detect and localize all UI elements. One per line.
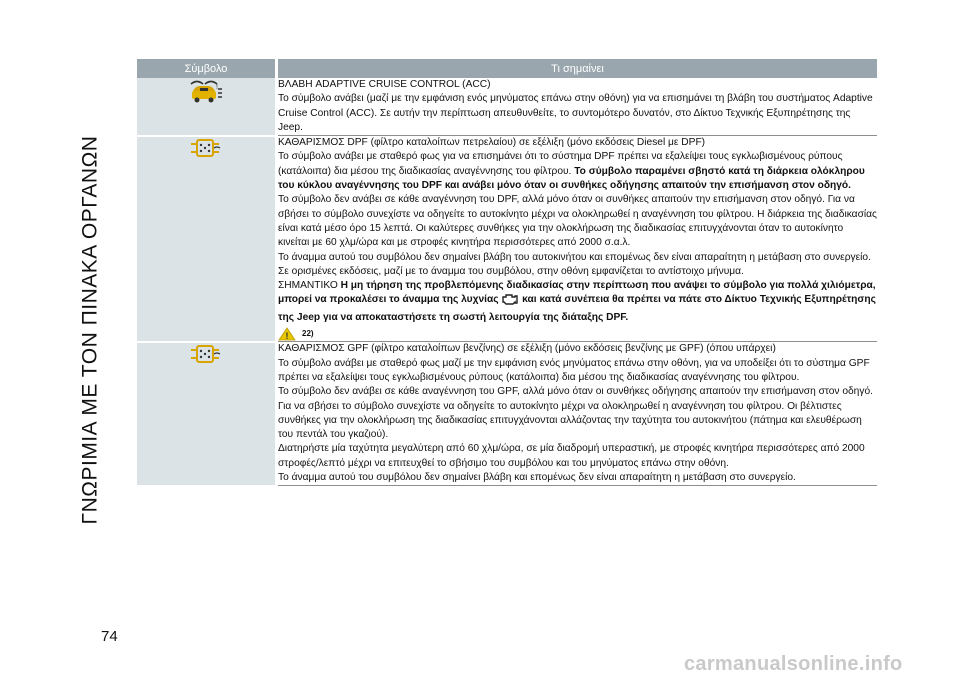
table-header-row [137,59,877,78]
section-title [60,40,120,620]
dpf-important-note [278,279,877,325]
acc-description: Το σύμβολο ανάβει (μαζί με την εμφάνιση ενός μηνύματος επάνω στην οθόνη) για να επισημάνει τη βλάβη του συστήματος Adaptive Cruise Control (ACC). Σε αυτήν την περίπτωση απευθυνθείτε, το συντομότερο δυνατόν, στο Δίκτυο Τεχνικής Εξυπηρέτησης της Jeep. [278,93,873,133]
warning-triangle-icon [278,327,296,341]
gpf-clogged-icon [190,343,222,365]
meaning-cell [277,78,878,136]
dpf-description-bold: Το σύμβολο παραμένει σβηστό κατά τη διάρκεια ολόκληρου του κύκλου αναγέννησης του DPF και ανάβει μόνο όταν οι συνθήκες οδήγησης απαιτούν την επισήμανση στον οδηγό. [278,165,865,192]
dpf-clogged-icon [190,137,222,159]
meaning-cell [277,136,878,342]
meaning-cell [277,342,878,486]
symbol-cell [137,136,277,342]
warning-lights-table [137,59,877,487]
column-header-symbol: Σύμβολο [137,59,277,78]
watermark: carmanualsonline.info [684,653,903,675]
gpf-no-fault-info: Το άναμμα αυτού του συμβόλου δεν σημαίνει βλάβη και επομένως δεν είναι απαραίτητη η μετάβαση στο συνεργείο. [278,472,796,484]
gpf-speed-info: Διατηρήστε μία ταχύτητα μεγαλύτερη από 60 χλμ/ώρα, σε μία διαδρομή υπεραστική, με στροφές κινητήρα περισσότερες από 2000 στροφές/λεπτό μέχρι να επιτευχθεί το σβήσιμο του συμβόλου και του μηνύματος επάνω στην οθόνη. [278,443,865,469]
dpf-regeneration-info: Το σύμβολο δεν ανάβει σε κάθε αναγέννηση του DPF, αλλά μόνο όταν οι συνθήκες απαιτούν την επισήμανση στον οδηγό. Για να σβήσει το σύμβολο συνεχίστε να οδηγείτε το αυτοκίνητο μέχρι να ολοκληρωθεί η αναγέννηση του φίλτρου. Η διάρκεια της διαδικασίας είναι κατά μέσο όρο 15 λεπτά. Οι καλύτερες συνθήκες για την ολοκλήρωση της διαδικασίας επιτυγχάνονται όταν το αυτοκίνητο κινείται με 60 χλμ/ώρα και με στροφές κινητήρα περισσότερες από 2000 σ.α.λ. [278,194,877,249]
symbol-cell [137,342,277,486]
dpf-description-text: Το σύμβολο ανάβει με σταθερό φως για να επισημάνει ότι το σύστημα DPF πρέπει να εξαλείψει τους εγκλωβισμένους ρύπους (κατάλοιπα) δια μέσου της διαδικασίας αναγέννησης του φίλτρου. [278,151,843,177]
dpf-no-fault-info: Το άναμμα αυτού του συμβόλου δεν σημαίνει βλάβη του αυτοκινήτου και επομένως δεν είναι απαραίτητη η μετάβαση στο συνεργείο. Σε ορισμένες εκδόσεις, μαζί με το άναμμα του συμβόλου, στην οθόνη εμφανίζεται το αντίστοιχο μήνυμα. [278,251,871,277]
note-bold-b: και κατά συνέπεια θα πρέπει να πάτε στο Δίκτυο Τεχνικής Εξυπηρέτησης της Jeep για να αποκαταστήσετε τη σωστή λειτουργία της διάταξης DPF. [278,294,876,323]
dpf-title: ΚΑΘΑΡΙΣΜΟΣ DPF (φίλτρο καταλοίπων πετρελαίου) σε εξέλιξη (μόνο εκδόσεις Diesel με DPF) [278,137,706,149]
svg-text:!: ! [216,84,218,91]
gpf-turn-off-info: Για να σβήσει το σύμβολο συνεχίστε να οδηγείτε το αυτοκίνητο μέχρι να ολοκληρωθεί η αναγέννηση του φίλτρου. Οι βέλτιστες συνθήκες για την ολοκλήρωση της διαδικασίας επιτυγχάνονται αλλάζοντας την ταχύτητα του αυτοκινήτου (πάτημα και ελευθέρωση του πεντάλ του γκαζιού). [278,400,862,441]
gpf-description: Το σύμβολο ανάβει με σταθερό φως μαζί με την εμφάνιση ενός μηνύματος επάνω στην οθόνη, για να υποδείξει ότι το σύστημα GPF πρέπει να εξαλείψει τους εγκλωβισμένους ρύπους (κατάλοιπα) δια μέσου της διαδικασίας αναγέννησης του φίλτρου. [278,357,870,383]
svg-text:!: ! [285,331,289,342]
section-title-text: ΓΝΩΡΙΜΙΑ ΜΕ ΤΟΝ ΠΙΝΑΚΑ ΟΡΓΑΝΩΝ [78,135,101,525]
acc-failure-icon [189,78,223,104]
page-number: 74 [101,628,118,645]
symbol-cell [137,78,277,136]
table-row [137,136,877,342]
note-prefix: ΣΗΜΑΝΤΙΚΟ [278,280,341,292]
gpf-title: ΚΑΘΑΡΙΣΜΟΣ GPF (φίλτρο καταλοίπων βενζίνης) σε εξέλιξη (μόνο εκδόσεις βενζίνης με GPF) (όπου υπάρχει) [278,343,776,355]
dpf-description [278,150,877,193]
warning-reference [278,327,877,341]
gpf-regeneration-info: Το σύμβολο δεν ανάβει σε κάθε αναγέννηση του GPF, αλλά μόνο όταν οι συνθήκες οδήγησης απαιτούν την επισήμανση στον οδηγό. [278,386,873,398]
acc-title: ΒΛΑΒΗ ADAPTIVE CRUISE CONTROL (ACC) [278,79,491,90]
column-header-meaning: Τι σημαίνει [277,59,878,78]
table-row [137,78,877,136]
note-bold-a: Η μη τήρηση της προβλεπόμενης διαδικασίας στην περίπτωση που ανάψει το σύμβολο για πολλά χιλιόμετρα, μπορεί να προκαλέσει το άναμμα της λυχνίας [278,280,876,306]
engine-check-icon [501,293,519,310]
warning-reference-number: 22) [302,329,314,339]
table-row [137,342,877,486]
